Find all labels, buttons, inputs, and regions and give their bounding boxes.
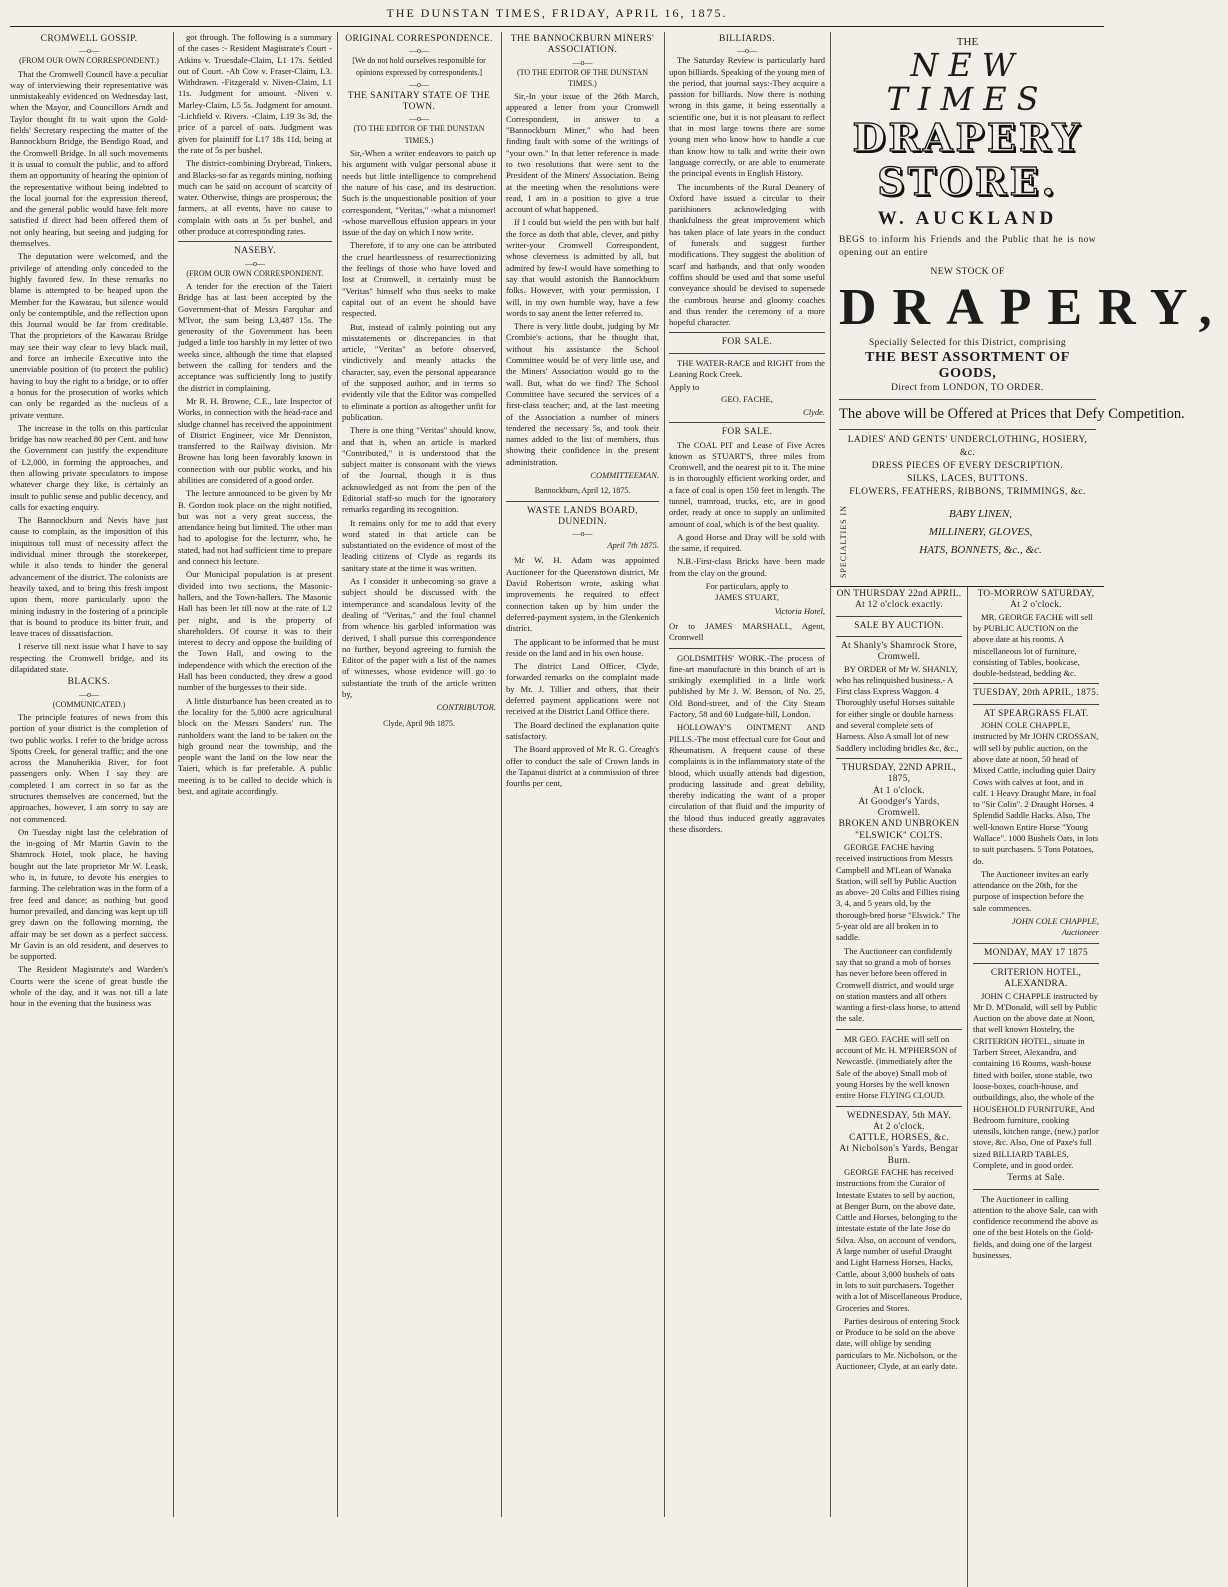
ad-place: Clyde. [803, 406, 825, 417]
specialties-label: SPECIALTIES IN [839, 505, 848, 579]
auction-text: The Auctioneer in calling attention to the above Sale, can with confidence recommend the above as one of the best Hotels on the Gold-fields, and doing one of the largest businesses. [973, 1193, 1099, 1261]
paragraph: GOLDSMITHS' WORK.-The process of fine-art manufacture in this branch of art is strikingly exemplified in a little work published by Mr J. W. Benson, of No. 25, Old Bond-street, and of the City Steam Factory, 58 and 60 Ludgate-hill, London. [669, 652, 825, 720]
paragraph: A little disturbance has been created as to the locality for the 5,000 acre agricultural block on the Messrs Sanders' run. The runholders want the land to be taken on the high ground near the township, and the people want the land on the low near the Taieri, which is far preferable. A public meeting is to be called to decide which is best, and agitate accordingly. [178, 695, 332, 796]
ad-apply: For particulars, apply to [705, 581, 789, 592]
ad-big-drapery: DRAPERY, [839, 279, 1228, 336]
headline: THE BANNOCKBURN MINERS' ASSOCIATION. [510, 34, 655, 56]
paragraph: The Saturday Review is particularly hard upon billiards. Speaking of the young men of the period, that journal says:-They acquire a passion for billiards. Now there is nothing wrong in this game, it being essentially a scientific one, but it is not pleasant to reflect that in most large towns there are some young men who know how to handle a cue than know how to talk and write their own language correctly, or are able to enumerate the principal events in English History. [669, 55, 825, 179]
auction-terms: Terms at Sale. [1007, 1173, 1065, 1184]
rule [669, 422, 825, 423]
rule [836, 636, 962, 637]
ad-new-stock: NEW STOCK OF [930, 267, 1005, 277]
ad-text: Or to JAMES MARSHALL, Agent, Cromwell [669, 620, 825, 643]
paragraph: But, instead of calmly pointing out any misstatements or discrepancies in that article, "Veritas" as before observed, vindictively and meanly attacks the character, say, even the personal appearance of the supposed author, and in terms so evidently vile that the Editor was compelled to eliminate a portion as altogether unfit for publication. [342, 321, 496, 422]
rule [669, 648, 825, 649]
paragraph: There is one thing "Veritas" should know, and that is, when an article is marked "Contributed," it is understood that the subject matter is consonant with the views of the Journal, though it is thus acknowledged as not from the pen of the Editorial staff-so much for the ignoratory remarks regarding its recognition. [342, 425, 496, 515]
ad-defy: The above will be Offered at Prices that Defy Competition. [839, 406, 1185, 422]
paragraph: The Resident Magistrate's and Warden's Courts were the scene of great bustle the whole of the day, and it was not till a late hour in the evening that the business was [10, 964, 168, 1009]
paragraph: Sir,-In your issue of the 26th March, appeared a letter from your Cromwell Correspondent, in answer to a "Bannockburn Miner," who had been finding fault with some of the writings of "your own." In that letter reference is made to two resolutions that were sent to the President of the Miners' Association. Being at the meeting when the resolutions were read, I am in a position to give a true account of what happened. [506, 91, 659, 215]
divider: —o— [79, 46, 99, 56]
ad-owner: W. AUCKLAND [877, 208, 1058, 229]
ad-text: THE WATER-RACE and RIGHT from the Leaning Rock Creek. [669, 357, 825, 380]
auction-time: At 1 o'clock. [873, 785, 925, 796]
column-5 [664, 32, 829, 1517]
subheadline: (FROM OUR OWN CORRESPONDENT. [186, 268, 324, 278]
headline: BLACKS. [67, 677, 111, 688]
divider: —o— [572, 57, 593, 67]
ad-text: A good Horse and Dray will be sold with the same, if required. [669, 531, 825, 554]
ad-text: The COAL PIT and Lease of Five Acres known as STUART'S, three miles from Cromwell, and the nearest pit to it. The mine is in thoroughly efficient working order, and a face of coal is open 150 feet in length. The tunnel, tramroad, trucks, etc, are in good order, ready at once to supply an unlimited amount of coal, which is of the best quality. [669, 439, 825, 529]
auction-title: SALE BY AUCTION. [854, 620, 944, 631]
specialty-item: MILLINERY, GLOVES, [928, 526, 1033, 538]
auction-title: CATTLE, HORSES, &c. [849, 1133, 949, 1144]
rule [973, 1189, 1099, 1190]
ad-text: N.B.-First-class Bricks have been made from the clay on the ground. [669, 556, 825, 578]
ad-selected: Specially Selected for this District, comprising [868, 338, 1067, 348]
rule [836, 758, 962, 759]
auction-place: At Goodger's Yards, Cromwell. [858, 796, 940, 819]
headline: ORIGINAL CORRESPONDENCE. [345, 34, 493, 44]
dateline: Bannockburn, April 12, 1875. [534, 486, 631, 496]
auction-place: AT SPEARGRASS FLAT. [983, 708, 1089, 719]
paragraph: The Bannockburn and Nevis have just cause to complain, as the imposition of this iniquitous toll must of necessity affect the individual miner through the storekeeper, while it also tends to hinder the general advancement of the district. The colonists are heavily taxed, and to bring this fresh impost upon them, more particularly upon the mining industry in the fostering of a principle that is bound to produce its bitter fruit, and leave traces of dissatisfaction. [10, 515, 168, 639]
headline: THE SANITARY STATE OF THE TOWN. [347, 90, 491, 113]
auction-columns [831, 586, 1104, 1587]
paragraph: Mr R. H. Browne, C.E., late Inspector of Works, in connection with the head-race and sludge channel has received the appointment of District Engineer, vice Mr Denniston, transferred to the Railway division. Mr Browne has long been favorably known in connection with our public works, and his abilities are considered of a good order. [178, 395, 332, 485]
divider: —o— [79, 689, 99, 699]
rule [836, 1029, 962, 1030]
paragraph: Therefore, if to any one can be attributed the cruel heartlessness of resurrectionizing the feelings of those who have loved and lost at Cromwell, it certainly must be "Veritas" himself who thus seeks to make capital out of an event he should have respected. [342, 240, 496, 319]
paragraph: The deputation were welcomed, and the privilege of attending only conceded to the highly favored few. In these remarks no blame is attempted to be heaped upon the Member for the Kawarau, but silence would only be contemptible, and the reflection upon this Journal would be far from creditable. That the proprietors of the Kawarau Bridge may see their way clear to levy black mail, and force an imbecile Executive into the unenviable position of (to protect the public) having to buy the right to a bridge, or to offer a bonus for the prosecution of works which can only be regarded as the nucleus of a private venture. [10, 251, 168, 420]
auction-text: MR GEO. FACHE will sell on account of Mr. H. M'PHERSON of Newcastle. (immediately after the Sale of the above) Small mob of young Horses by the well known entire Horse FLYING CLOUD. [836, 1033, 957, 1101]
ad-the: THE [956, 36, 979, 48]
divider: —o— [572, 529, 593, 539]
rule [506, 501, 659, 502]
column-2 [173, 32, 336, 1517]
subheadline: (TO THE EDITOR OF THE DUNSTAN TIMES.) [517, 67, 648, 88]
ad-headline: FOR SALE. [721, 427, 773, 438]
paragraph: As I consider it unbecoming so grave a subject should be discussed with the intemperance and scandalous levity of the dealing of "Veritas," and the foul channel from whence his garbled information was derived, I shall pursue this correspondence no further, beyond agreeing to furnish the Editor of the paper with a list of the names of witnesses, whose evidence will go to substantiate the truth of the article written by, [342, 576, 496, 700]
ad-direct: Direct from LONDON, TO ORDER. [891, 383, 1044, 393]
paragraph: Sir,-When a writer endeavors to patch up his argument with vulgar personal abuse it needs but little intelligence to comprehend the nature of his case, and its destruction. Such is the unquestionable position of your correspondent, "Veritas," -what a misnomer! -whose marvellous effusion appears in your issue of the day on which I now write. [342, 148, 496, 238]
divider: —o— [245, 258, 265, 268]
dateline: Clyde, April 9th 1875. [383, 718, 455, 728]
rule [973, 943, 1099, 944]
auction-text: GEORGE FACHE having received instructions from Messrs Campbell and M'Lean of Wanaka Station, will sell by Public Auction as above- 20 Colts and Fillies rising 3, 4, and 5 years old, by the thorough-bred horse "Elswick." The 5-year old are all broken in to saddle. [836, 841, 961, 943]
ad-place: Victoria Hotel, [774, 605, 825, 616]
masthead: THE DUNSTAN TIMES, FRIDAY, APRIL 16, 1875. [386, 6, 728, 20]
headline: CROMWELL GOSSIP. [40, 34, 138, 44]
auction-time: At 2 o'clock. [873, 1121, 925, 1132]
rule [836, 1106, 962, 1107]
subheadline: (COMMUNICATED.) [52, 699, 126, 709]
ad-headline: FOR SALE. [721, 337, 773, 348]
specialties-list [865, 505, 1096, 578]
paragraph: On Tuesday night last the celebration of the in-going of Mr Martin Gavin to the Shamrock Hotel, took place, he having bought out the late proprietor Mr W. Leask, who is, in future, to devote his energies to farming. The celebration was in the form of a free feed and dance; as nothing but good humor prevailed, and dancing was kept up till grey dawn on the following morning, the affair may be set down as a perfect success. Mr Gavin is an old resident, and deserves to be supported. [10, 826, 168, 962]
paragraph: The principle features of news from this portion of your district is the completion of two public works. I refer to the bridge across Spotts Creek, for general traffic; and the one across the Manuherikia River, for foot passengers only. When I say they are completed I am correct in so far as the structures themselves are concerned, but the approaches, however, I am sorry to say are not commenced. [10, 711, 168, 824]
ad-name: GEO. FACHE, [721, 393, 773, 404]
paragraph: There is very little doubt, judging by Mr Crombie's actions, that he thought that, without his assistance the School Committee would be of very little use, and the Miners' Association would go to the wall. But, what do we find? The School Committee have secured the services of a first-class teacher; and, at the last meeting of the Association a number of miners tendered the necessary 5s, and took their names added to the list of members, thus showing their confidence in the present administration. [506, 321, 659, 467]
dateline: April 7th 1875. [607, 540, 659, 551]
ad-intro: BEGS to inform his Friends and the Public that he is now opening out an entire [839, 235, 1096, 258]
rule [178, 241, 332, 242]
paragraph: The lecture announced to be given by Mr B. Gordon took place on the night notified, but was not a very great success, the attendance being but limited. The other man had to apologise for the lecturer, who, he stated, had not had sufficient time to prepare and connect his lecture. [178, 488, 332, 567]
auction-signature: JOHN COLE CHAPPLE, Auctioneer [1011, 916, 1099, 938]
ad-line: LADIES' AND GENTS' UNDERCLOTHING, HOSIERY, &c. [847, 435, 1088, 458]
rule [836, 616, 962, 617]
auction-date: TUESDAY, 20th APRIL, 1875. [973, 688, 1099, 699]
ad-line: FLOWERS, FEATHERS, RIBBONS, TRIMMINGS, &c. [849, 487, 1086, 497]
paragraph: It remains only for me to add that every word stated in that article can be substantiated on the evidence of most of the leading citizens of Clyde as regards its sanitary state at the time it was written. [342, 517, 496, 573]
column-1 [10, 32, 172, 1517]
divider: —o— [409, 46, 429, 56]
paragraph: The increase in the tolls on this particular bridge has now reached 80 per Cent. and how the Government can justify the expenditure of L2,000, in forming the approaches, and then allowing private speculators to impose whatever charge they like, is certainly an insult to public sense and public decency, and calls for exacting enquiry. [10, 422, 168, 512]
editor-note: [We do not hold ourselves responsible for opinions expressed by correspondents.] [352, 56, 486, 77]
rule [973, 963, 1099, 964]
paragraph: A tender for the erection of the Taieri Bridge has at last been accepted by the Government-that of Messrs Farquhar and M'Ivor, the sum being L3,487 15s. The generosity of the Government has been judged a little too harshly in my letter of two weeks since, although the time that elapsed between the calling for tenders and the acceptance was sufficiently long to justify the district in complaining. [178, 280, 332, 393]
rule [669, 332, 825, 333]
ad-title-drapery-store: DRAPERY STORE. [852, 115, 1083, 204]
paragraph: The district Land Officer, Clyde, forwarded remarks on the complaint made by Mr. J. Tillier and others, that their deferred payment applications were not received at the District Land Office there. [506, 661, 659, 717]
auction-text: Parties desirous of entering Stock or Produce to be sold on the above date, will oblige by sending particulars to Mr. Nicholson, or the Auctioneer, Clyde, at an early date. [836, 1315, 960, 1372]
paragraph: The applicant to be informed that he must reside on the land and in his own house. [506, 636, 659, 658]
auction-text: The Auctioneer invites an early attendance on the 20th, for the purpose of inspection before the sale commences. [973, 868, 1089, 913]
advertisement-column [830, 32, 1228, 1517]
masthead-rule [10, 26, 1104, 27]
auction-date: TO-MORROW SATURDAY, [977, 589, 1095, 600]
paragraph: The incumbents of the Rural Deanery of Oxford have issued a circular to their parishioners acknowledging with thankfulness the great improvement which has taken place of late years in the conduct of funerals and suggest further modifications. They suggest the abolition of scarf and hatbands, and that only wooden coffins should be used and that some useful conveyance should be devised to supersede the cumbrous hearse and gloomy coaches and thus render the ceremony of a more hopeful character. [669, 181, 825, 328]
paragraph: HOLLOWAY'S OINTMENT AND PILLS.-The most effectual cure for Gout and Rheumatism. A frequent cause of these complaints is in the inflammatory state of the blood, which usually attends bad digestion, producing lassitude and great debility, thereby indicating the want of a proper circulation of that fluid and the impurity of the blood thus induced greatly aggravates these disorders. [669, 722, 825, 834]
auction-title: BROKEN AND UNBROKEN "ELSWICK" COLTS. [838, 819, 960, 841]
rule [839, 429, 1096, 430]
auction-column-right [967, 587, 1104, 1587]
divider: —o— [409, 79, 429, 89]
auction-text: JOHN C CHAPPLE instructed by Mr D. M'Donald, will sell by Public Auction on the above date at Noon, that well known Hostelry, the CRITERION HOTEL, situate in Tarbert Street, Alexandra, and containing 16 Rooms, wash-house fitted with boiler, stone stable, two loose-boxes, coach-house, and outbuildings, also, the whole of the HOUSEHOLD FURNITURE, And Bedroom furniture, cooking utensils, kitchen range, (new,) parlor stove, &c. Also, One of Paxe's full sized BILLIARD TABLES, Complete, and in good order. [973, 990, 1099, 1170]
subheadline: (TO THE EDITOR OF THE DUNSTAN TIMES.) [353, 124, 485, 145]
specialty-item: HATS, BONNETS, &c., &c. [919, 544, 1042, 556]
auction-text: MR. GEORGE FACHE will sell by PUBLIC AUCTION on the above date at his rooms. A miscellaneous lot of furniture, consisting of Tables, bookcase, double-bedstead, bedding &c. [973, 611, 1093, 679]
paragraph: The district-combining Drybread, Tinkers, and Blacks-so far as regards mining, nothing much can be said on account of scarcity of water. Otherwise, things are prosperous; the farmers, at all events, have no cause to complain with oats at 5s per bushel, and other produce at corresponding rates. [178, 158, 332, 237]
ad-name: JAMES STUART, [715, 592, 779, 603]
auction-place: At Shanly's Shamrock Store, Cromwell. [840, 640, 958, 663]
divider: —o— [409, 114, 429, 124]
auction-text: The Auctioneer can confidently say that so grand a mob of horses has never before been offered in Cromwell district, and would urge on station masters and all others wanting a first-class horse, to attend the sale. [836, 945, 961, 1024]
column-4 [501, 32, 663, 1517]
auction-time: At 2 o'clock. [1010, 600, 1062, 611]
auction-date: MONDAY, MAY 17 1875 [984, 947, 1088, 958]
paragraph: The Board approved of Mr R. G. Creagh's offer to conduct the sale of Crown lands in the Tapanui district at a commission of three fourths per cent, [506, 744, 659, 789]
rule [839, 399, 1096, 400]
headline: BILLIARDS. [719, 34, 775, 44]
auction-text: GEORGE FACHE has received instructions from the Curator of Intestate Estates to sell by auction, at Benger Burn, on the above date, Cattle and Horses, belonging to the intestate estate of the late Jose do Silva. Also, on account of vendors, A large number of useful Draught and Light Harness Horses, Hacks, Cattle, about 3,000 bushels of oats in lots to suit purchasers. Together with a lot of Miscellaneous Produce, Groceries and Stores. [836, 1167, 963, 1313]
paragraph: Our Municipal population is at present divided into two sections, the Masonic-hallers, and the Town-hallers. The Masonic Hall has been let till now at the rate of L2 per night, and is the property of shareholders. Of course it was to their interest to decry and oppose the building of the Town Hall, and owing to the independence with which the erection of the Hall has been conducted, they drew a good number of the burgesses to their side. [178, 569, 332, 693]
ad-title-new-times: NEW TIMES [886, 46, 1049, 118]
paragraph: The Board declined the explanation quite satisfactory. [506, 719, 659, 741]
subheadline: (FROM OUR OWN CORRESPONDENT.) [19, 56, 159, 66]
rule [973, 683, 1099, 684]
auction-date: THURSDAY, 22ND APRIL, 1875, [841, 762, 957, 785]
auction-date: ON THURSDAY 22nd APRIL. [836, 589, 962, 600]
headline: WASTE LANDS BOARD, DUNEDIN. [527, 505, 638, 527]
signature: COMMITTEEMAN. [590, 469, 659, 480]
headline: NASEBY. [234, 246, 276, 257]
divider: —o— [737, 46, 757, 56]
rule [669, 353, 825, 354]
auction-date: WEDNESDAY, 5th MAY. [846, 1110, 952, 1121]
rule [973, 704, 1099, 705]
auction-column-left [831, 587, 967, 1587]
paragraph: If I could but wield the pen with but half the force as doth that able, clever, and pithy writer-your Cromwell Correspondent, whose cleverness is admitted by all, but admired by few-I would have something to say that would astonish the Bannockburn folks. However, with your permission, I will, in my own humble way, have a few words to say anent the letter referred to. [506, 217, 659, 318]
auction-time: At 12 o'clock exactly. [855, 600, 943, 611]
auction-text: BY ORDER of Mr W. SHANLY, who has relinquished business.- A First class Express Waggon. 4 Thoroughly useful Horses suitable for either single or double harness and several complete sets of Harness. Also A small lot of new Saddlery including bridles &c, &c., [836, 663, 959, 753]
specialties [839, 505, 1096, 578]
auction-place: At Nicholson's Yards, Bengar Burn. [839, 1144, 959, 1166]
paragraph: That the Cromwell Council have a peculiar way of interviewing their representative was unmistakeably evidenced on Wednesday last, when the Mayor, and Councillors Arndt and Taylor thought fit to wait upon the Gold-fields' Secretary respecting the matter of the Bannockburn Bridge, the Bendigo Road, and the Cromwell Bridge. In all such movements it is usual to consult the public, and to afford them an opportunity of hearing the opinion of the representative without being indebted to the local journal for the expression thereof, and the general public would have felt more satisfied if direct had been offered them of not only hearing, but seeing and judging for themselves. [10, 68, 168, 249]
ad-line: DRESS PIECES OF EVERY DESCRIPTION. [871, 461, 1064, 471]
ad-apply: Apply to [669, 382, 700, 393]
drapery-advertisement [831, 32, 1228, 582]
specialty-item: BABY LINEN, [949, 508, 1012, 520]
auction-text: JOHN COLE CHAPPLE, instructed by Mr JOHN CROSSAN, will sell by public auction, on the above date at noon, 50 head of Mixed Cattle, including quiet Dairy Cows with calves at foot, and in calf. 1 Heavy Draught Mare, in foal to "Sir Colin". 2 Draught Horses. 4 Splendid Saddle Hacks. Also, The well-known Entire Horse "Young Wallace". 1000 Bushels Oats, in lots to suit purchasers. 5 Tons Potatoes, do. [973, 720, 1099, 866]
paragraph: I reserve till next issue what I have to say respecting the Cromwell bridge, and its dilapidated state. [10, 641, 168, 675]
column-3 [337, 32, 500, 1517]
paragraph: got through. The following is a summary of the cases :- Resident Magistrate's Court -Atkins v. Truesdale-Claim, L1 17s. Settled out of Court. -Ah Cow v. Fraser-Claim, L3. Withdrawn. -Fitzgerald v. Niven-Claim, L1 11s. Judgment for amount. -Niven v. Marley-Claim, L5 5s. Judgment for amount. -Lichfield v. Rivers. -Claim, L19 3s 3d, the price of a parcel of oats. Judgment was given for plaintiff for L17 18s 11d, being at the rate of 5s per bushel. [178, 32, 332, 155]
ad-line: SILKS, LACES, BUTTONS. [907, 474, 1028, 484]
paragraph: Mr W. H. Adam was appointed Auctioneer for the Queenstown district, Mr David Robertson wrote, asking what improvements he required to effect connection taken up by him under the deferred-payment system, in the Glenkenich district. [506, 555, 659, 634]
ad-best-assortment: THE BEST ASSORTMENT OF GOODS, [865, 350, 1070, 381]
auction-place: CRITERION HOTEL, ALEXANDRA. [990, 967, 1082, 990]
signature: CONTRIBUTOR. [436, 702, 496, 713]
